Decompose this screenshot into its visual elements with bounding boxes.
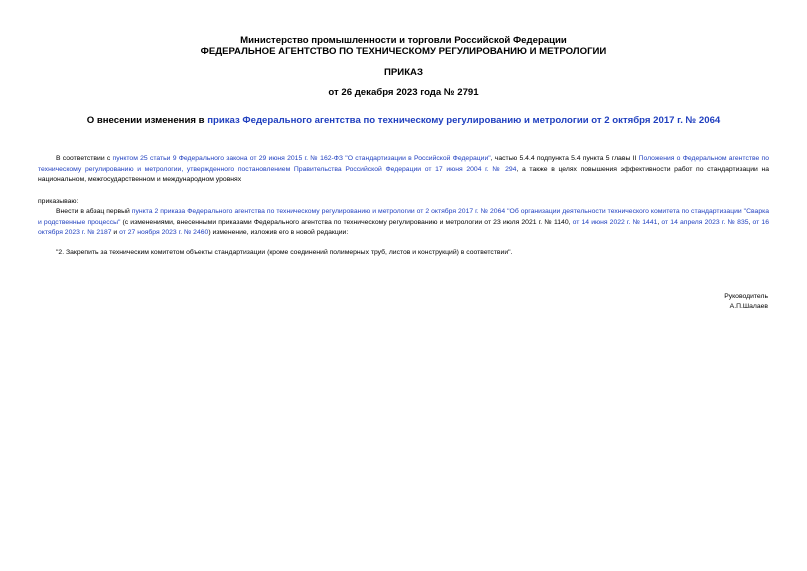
p3-text-5: и [111,229,120,236]
document-type: ПРИКАЗ [384,67,423,78]
signatory-position: Руководитель [724,293,768,300]
order-2187-link[interactable]: от 16 октября 2023 г. № 2187 [38,218,769,236]
regulation-294-link[interactable]: Положения о Федеральном агентстве по техническому регулированию и метрологии, утвержденного постановлением Правительства Российской Федерации от 17 июня 2004 г. № 294 [38,155,769,173]
document-date-number: от 26 декабря 2023 года № 2791 [328,87,479,98]
agency-name: ФЕДЕРАЛЬНОЕ АГЕНТСТВО ПО ТЕХНИЧЕСКОМУ РЕГУЛИРОВАНИЮ И МЕТРОЛОГИИ [200,46,607,57]
title-prefix: О внесении изменения в [86,115,208,126]
title-order-link[interactable]: приказ Федерального агентства по техническому регулированию и метрологии от 2 октября 2017 г. № 2064 [207,115,721,126]
law-162-fz-link[interactable]: пунктом 25 статьи 9 Федерального закона от 29 июня 2015 г. № 162-ФЗ "О стандартизации в Российской Федерации" [112,155,491,162]
ministry-name: Министерство промышленности и торговли Российской Федерации [240,35,567,46]
paragraph-new-wording [38,248,769,259]
order-2460-link[interactable]: от 27 ноября 2023 г. № 2460 [119,229,209,236]
order-2064-link[interactable]: пункта 2 приказа Федерального агентства по техническому регулированию и метрологии от 2 октября 2017 г. № 2064 "Об организации деятельности технического комитета по стандартизации "Сварка и родственные процессы" [38,208,769,226]
p1-text-3: , а также в целях повышения эффективности работ по стандартизации на национальном, межгосударственном и международном уровнях [38,165,769,183]
p3-text-3: , [657,218,662,226]
document-title [0,115,807,127]
paragraph-basis [38,154,769,186]
p3-text-6: ) изменение, изложив его в новой редакции: [208,229,349,236]
p1-text-1: В соответствии с [56,155,113,162]
order-835-link[interactable]: от 14 апреля 2023 г. № 835 [661,218,749,226]
p3-text-1: Внести в абзац первый [56,208,132,215]
signatory-name: А.П.Шалаев [729,303,768,310]
p3-text-4: , [748,218,753,226]
paragraph-amendment [38,207,769,239]
p4-text: "2. Закрепить за техническим комитетом объекты стандартизации (кроме соединений полимерных труб, листов и конструкций) в соответствии". [56,249,513,256]
p1-text-2: , частью 5.4.4 подпункта 5.4 пункта 5 главы II [490,155,639,162]
order-1441-link[interactable]: от 14 июня 2022 г. № 1441 [572,218,658,226]
p3-text-2: (с изменениями, внесенными приказами Федерального агентства по техническому регулированию и метрологии от 23 июля 2021 г. № 1140, [120,218,573,226]
paragraph-order-word: приказываю: [38,198,79,205]
